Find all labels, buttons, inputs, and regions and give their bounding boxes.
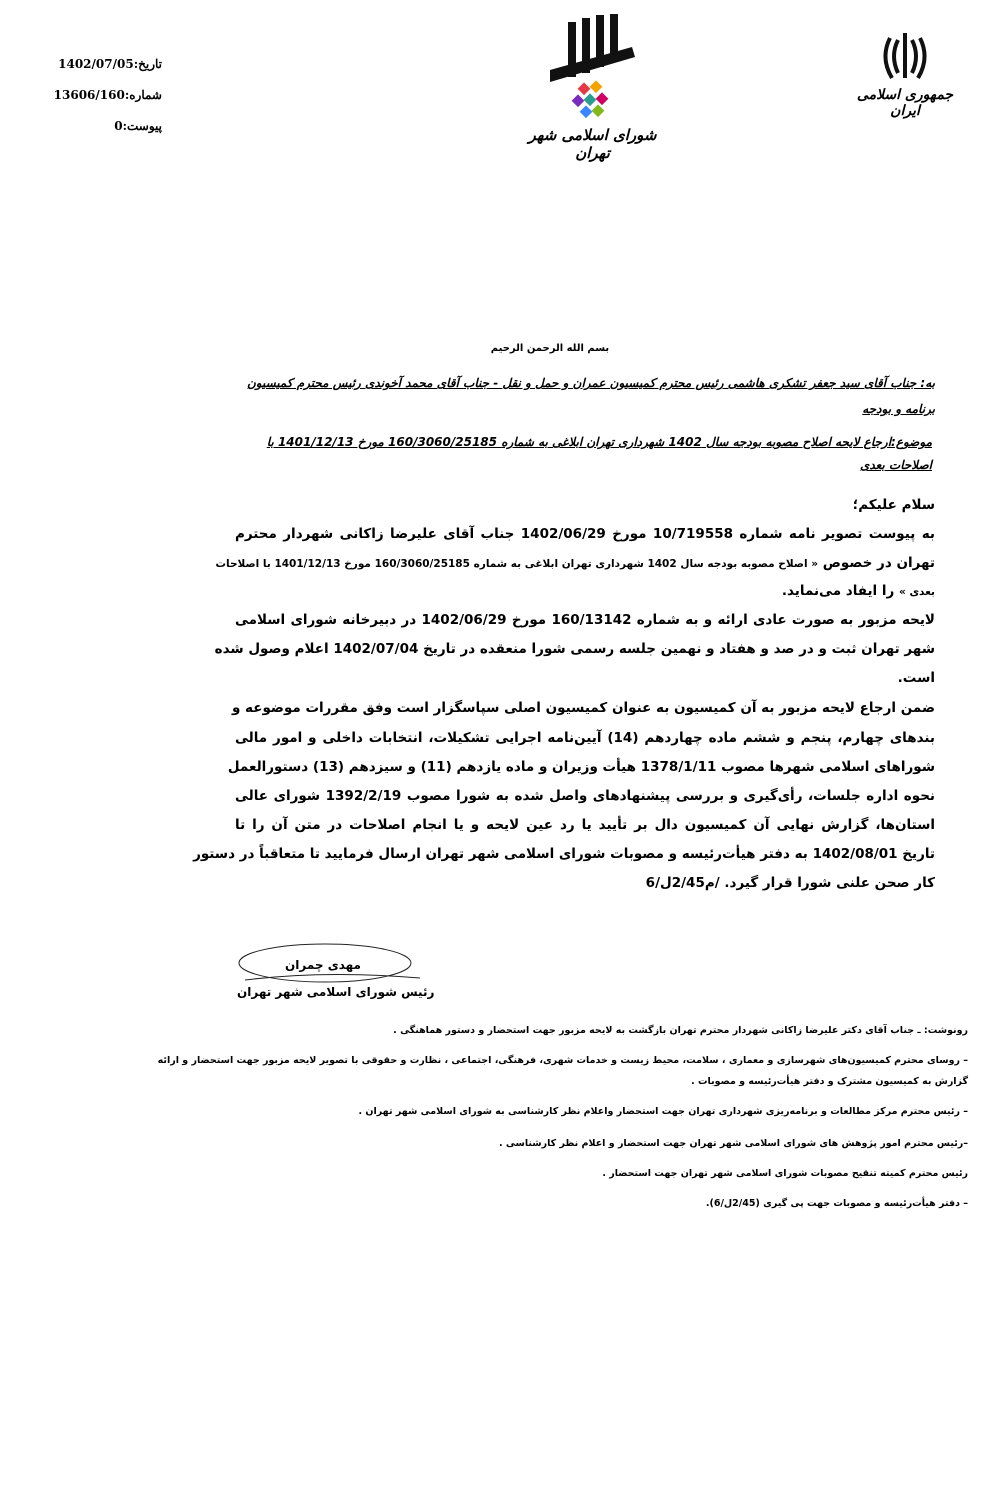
body-line: ضمن ارجاع لایحه مزبور به آن کمیسیون به عنوان کمیسیون اصلی سپاسگزار است وفق مقررات موضوعه و [231, 700, 935, 716]
body-line: نحوه اداره جلسات، رأی‌گیری و بررسی پیشنهادهای واصل شده به شورا مصوب 1392/2/19 شورای عالی [235, 788, 936, 804]
cc-item: – روسای محترم کمیسیون‌های شهرسازی و معماری ، سلامت، محیط زیست و خدمات شهری، فرهنگی، اجتماعی ، نظارت و حقوقی با تصویر لایحه مزبور جهت استحضار و ارائه [157, 1055, 968, 1066]
cc-item: رونوشت: ـ جناب آقای دکتر علیرضا زاکانی شهردار محترم تهران بازگشت به لایحه مزبور جهت استحضار و دستور هماهنگی . [393, 1025, 968, 1036]
body-line: بندهای چهارم، پنجم و ششم ماده چهاردهم (14) آیین‌نامه اجرایی تشکیلات، انتخابات داخلی و امور مالی [235, 730, 935, 746]
body-line: کار صحن علنی شورا قرار گیرد. /م2/45ل/6 [645, 875, 935, 891]
body-line: به پیوست تصویر نامه شماره 10/719558 مورخ 1402/06/29 جناب آقای علیرضا زاکانی شهردار محترم [235, 526, 935, 542]
cc-item: –رئیس محترم امور پژوهش های شورای اسلامی شهر تهران جهت استحضار و اعلام نظر کارشناسی . [498, 1138, 968, 1149]
letter-number: شماره:13606/160 [53, 88, 162, 102]
cc-item: رئیس محترم کمیته تنقیح مصوبات شورای اسلامی شهر تهران جهت استحضار . [602, 1168, 968, 1179]
council-logo-text: شورای اسلامی شهر تهران [528, 126, 657, 162]
iran-emblem-text: جمهوری اسلامی ایران [856, 87, 954, 119]
iran-emblem-icon [880, 28, 930, 83]
iran-emblem [850, 28, 960, 123]
body-text: « اصلاح مصوبه بودجه سال 1402 شهرداری تهران ابلاغی به شماره 160/3060/25185 مورخ 1401/12/13 با اصلاحات [215, 558, 818, 570]
signatory-title: رئیس شورای اسلامی شهر تهران [237, 985, 435, 999]
body-text: را ایفاد می‌نماید. [781, 583, 899, 599]
body-line: استان‌ها، گزارش نهایی آن کمیسیون دال بر تأیید یا رد عین لایحه و یا انجام اصلاحات در متن آن را تا [235, 817, 935, 833]
body-line: است. [897, 670, 935, 686]
cc-item: – دفتر هیأت‌رئیسه و مصوبات جهت پی گیری (2/45ل/6). [705, 1198, 968, 1209]
subject-line: موضوع:ارجاع لایحه اصلاح مصوبه بودجه سال 1402 شهرداری تهران ابلاغی به شماره 160/3060/25185 مورخ 1401/12/13 با [266, 435, 932, 449]
recipient-line-2: برنامه و بودجه [862, 402, 935, 416]
basmala: بسم الله الرحمن الرحیم [490, 343, 610, 354]
body-line [235, 583, 935, 599]
cc-item: – رئیس محترم مرکز مطالعات و برنامه‌ریزی شهرداری تهران جهت استحضار واعلام نظر کارشناسی به شورای اسلامی شهر تهران . [358, 1106, 968, 1117]
cc-item: گزارش به کمیسیون مشترک و دفتر هیأت‌رئیسه و مصوبات . [691, 1076, 968, 1087]
subject-line-2: اصلاحات بعدی [859, 458, 932, 472]
greeting: سلام علیکم؛ [852, 497, 935, 513]
tehran-city-council-logo [520, 12, 665, 162]
recipient-line: به: جناب آقای سید جعفر تشکری هاشمی رئیس محترم کمیسیون عمران و حمل و نقل - جناب آقای محمد آخوندی رئیس محترم کمیسیون [246, 376, 935, 390]
body-line: شوراهای اسلامی شهرها مصوب 1378/1/11 هیأت وزیران و ماده یازدهم (11) و سیزدهم (13) دستورالعمل [227, 759, 935, 775]
council-logo-icon [520, 12, 665, 122]
body-line: تاریخ 1402/08/01 به دفتر هیأت‌رئیسه و مصوبات شورای اسلامی شهر تهران ارسال فرمایید تا متعاقباً در دستور [193, 846, 935, 862]
body-line: لایحه مزبور به صورت عادی ارائه و به شماره 160/13142 مورخ 1402/06/29 در دبیرخانه شورای اسلامی [235, 612, 935, 628]
body-text: تهران در خصوص [822, 555, 935, 571]
body-line [215, 555, 935, 571]
body-line: شهر تهران ثبت و در صد و هفتاد و نهمین جلسه رسمی شورا منعقده در تاریخ 1402/07/04 اعلام وصول شده [214, 641, 935, 657]
letter-date: تاریخ:1402/07/05 [58, 57, 162, 71]
signatory-name: مهدی چمران [285, 958, 361, 972]
body-text: بعدی » [899, 586, 935, 598]
letter-attachment: پیوست:0 [114, 119, 162, 133]
